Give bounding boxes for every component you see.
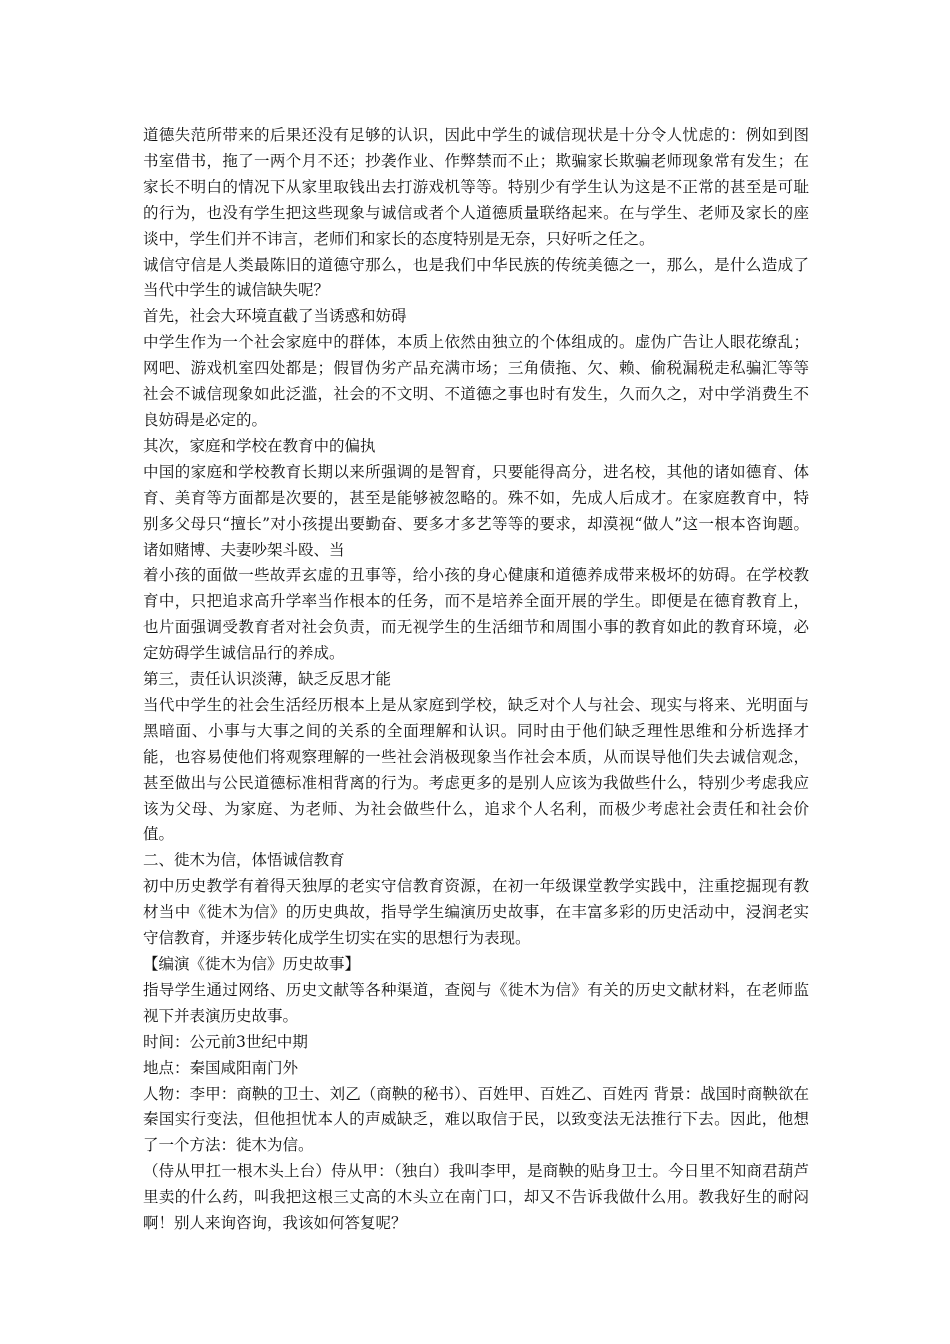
script-place: 地点：秦国咸阳南门外: [143, 1058, 299, 1077]
section-heading: 首先，社会大环境直截了当诱惑和妨碍: [143, 307, 407, 326]
paragraph: 着小孩的面做一些故弄玄虚的丑事等，给小孩的身心健康和道德养成带来极坏的妨碍。在学校教育中，只把追求高升学率当作根本的任务，而不是培养全面开展的学生。即便是在德育教育上，也片面强调受教育者对社会负责，而无视学生的生活细节和周围小事的教育如此的教育环境，必定妨碍学生诚信品行的养成。: [143, 566, 809, 663]
paragraph: 当代中学生的社会生活经历根本上是从家庭到学校，缺乏对个人与社会、现实与将来、光明面与黑暗面、小事与大事之间的关系的全面理解和认识。同时由于他们缺乏理性思维和分析选择才能，也容易使他们将观察理解的一些社会消极现象当作社会本质，从而误导他们失去诚信观念，甚至做出与公民道德标准相背离的行为。考虑更多的是别人应该为我做些什么，特别少考虑我应该为父母、为家庭、为老师、为社会做些什么，追求个人名利，而极少考虑社会责任和社会价值。: [143, 695, 809, 844]
paragraph: 指导学生通过网络、历史文献等各种渠道，查阅与《徙木为信》有关的历史文献材料，在老师监视下并表演历史故事。: [143, 980, 809, 1025]
paragraph: 诚信守信是人类最陈旧的道德守那么，也是我们中华民族的传统美德之一，那么，是什么造成了当代中学生的诚信缺失呢？: [143, 255, 809, 300]
paragraph: 初中历史教学有着得天独厚的老实守信教育资源，在初一年级课堂教学实践中，注重挖掘现有教材当中《徙木为信》的历史典故，指导学生编演历史故事，在丰富多彩的历史活动中，浸润老实守信教育，并逐步转化成学生切实在实的思想行为表现。: [143, 877, 809, 948]
document-body: [143, 123, 809, 1237]
section-heading: 第三，责任认识淡薄，缺乏反思才能: [143, 670, 392, 689]
subsection-title: 【编演《徙木为信》历史故事】: [143, 955, 361, 973]
paragraph: 中国的家庭和学校教育长期以来所强调的是智育，只要能得高分，进名校，其他的诸如德育、体育、美育等方面都是次要的，甚至是能够被忽略的。殊不如，先成人后成才。在家庭教育中，特别多父母只“擅长”对小孩提出要勤奋、要多才多艺等等的要求，却漠视“做人”这一根本咨询题。诸如赌博、夫妻吵架斗殴、当: [143, 462, 809, 559]
script-characters: 人物：李甲：商鞅的卫士、刘乙（商鞅的秘书）、百姓甲、百姓乙、百姓丙 背景：战国时商鞅欲在秦国实行变法，但他担忧本人的声威缺乏，难以取信于民，以致变法无法推行下去。因此，他想了一个方法：徙木为信。: [143, 1084, 809, 1155]
script-dialogue: （侍从甲扛一根木头上台）侍从甲：（独白）我叫李甲，是商鞅的贴身卫士。今日里不知商君葫芦里卖的什么药，叫我把这根三丈高的木头立在南门口，却又不告诉我做什么用。教我好生的耐闷啊！别人来询咨询，我该如何答复呢？: [143, 1162, 809, 1233]
script-time: 时间：公元前3世纪中期: [143, 1032, 308, 1051]
section-heading: 二、徙木为信，体悟诚信教育: [143, 851, 345, 870]
paragraph: 中学生作为一个社会家庭中的群体，本质上依然由独立的个体组成的。虚伪广告让人眼花缭乱；网吧、游戏机室四处都是；假冒伪劣产品充满市场；三角债拖、欠、赖、偷税漏税走私骗汇等等社会不诚信现象如此泛滥，社会的不文明、不道德之事也时有发生，久而久之，对中学消费生不良妨碍是必定的。: [143, 333, 809, 429]
paragraph: 道德失范所带来的后果还没有足够的认识，因此中学生的诚信现状是十分令人忧虑的：例如到图书室借书，拖了一两个月不还；抄袭作业、作弊禁而不止；欺骗家长欺骗老师现象常有发生；在家长不明白的情况下从家里取钱出去打游戏机等等。特别少有学生认为这是不正常的甚至是可耻的行为，也没有学生把这些现象与诚信或者个人道德质量联络起来。在与学生、老师及家长的座谈中，学生们并不讳言，老师们和家长的态度特别是无奈，只好听之任之。: [143, 126, 809, 248]
section-heading: 其次，家庭和学校在教育中的偏执: [143, 436, 376, 455]
